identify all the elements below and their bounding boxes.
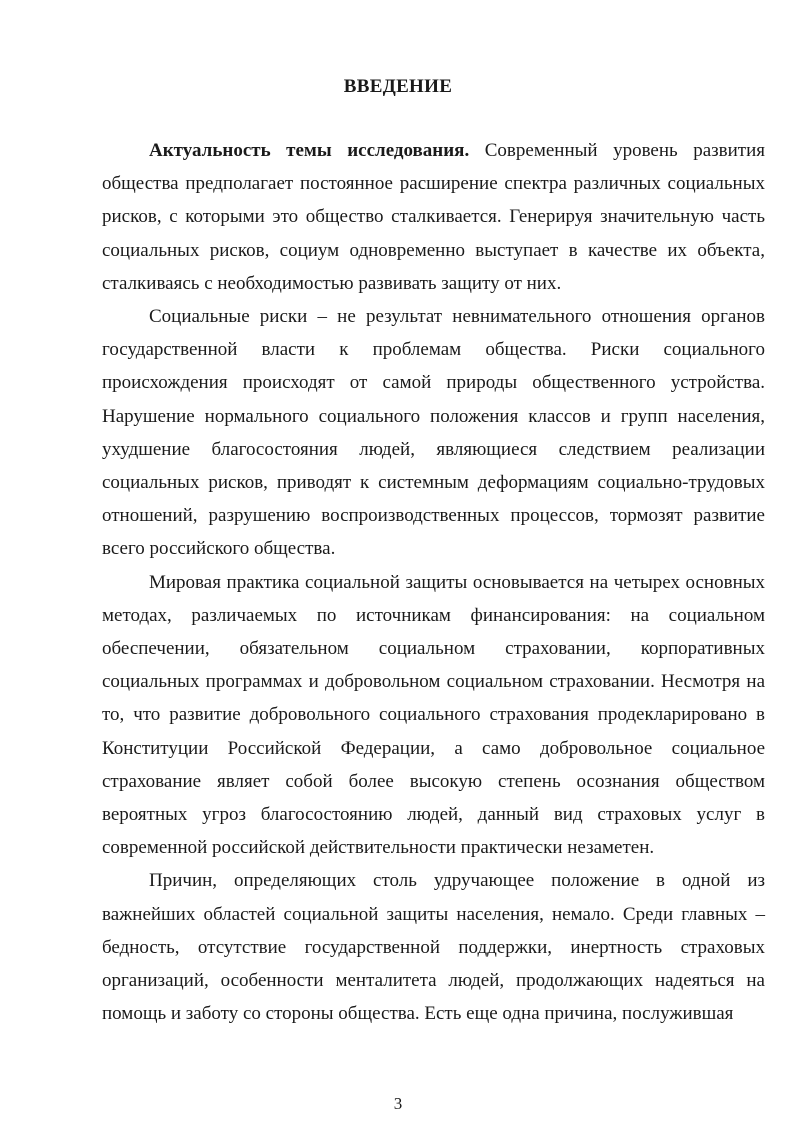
paragraph-world-practice: Мировая практика социальной защиты основывается на четырех основных методах, различаемых по источникам финансирования: на социальном обеспечении, обязательном социальном страховании, корпоративных социальных программах и добровольном социальном страховании. Несмотря на то, что развитие добровольного социального страхования продекларировано в Конституции Российской Федерации, а само добровольное социальное страхование являет собой более высокую степень осознания обществом вероятных угроз благосостоянию людей, данный вид страховых услуг в современной российской действительности практически незаметен. xyxy=(102,571,765,859)
paragraph-relevance xyxy=(102,134,765,300)
page-number: 3 xyxy=(393,1094,403,1113)
body-text xyxy=(102,134,765,1030)
paragraph-social-risks: Социальные риски – не результат невнимательного отношения органов государственной власти к проблемам общества. Риски социального происхождения происходят от самой природы общественного устройства. Нарушение нормального социального положения классов и групп населения, ухудшение благосостояния людей, являющиеся следствием реализации социальных рисков, приводят к системным деформациям социально-трудовых отношений, разрушению воспроизводственных процессов, тормозят развитие всего российского общества. xyxy=(102,306,765,560)
paragraph-lead: Актуальность темы исследования. xyxy=(149,140,470,161)
paragraph-text: Современный уровень развития общества предполагает постоянное расширение спектра различных социальных рисков, с которыми это общество сталкивается. Генерируя значительную часть социальных рисков, социум одновременно выступает в качестве их объекта, сталкиваясь с необходимостью развивать защиту от них. xyxy=(102,140,766,294)
paragraph-reasons: Причин, определяющих столь удручающее положение в одной из важнейших областей социальной защиты населения, немало. Среди главных – бедность, отсутствие государственной поддержки, инертность страховых организаций, особенности менталитета людей, продолжающих надеяться на помощь и заботу со стороны общества. Есть еще одна причина, послужившая xyxy=(102,870,765,1025)
page-title: ВВЕДЕНИЕ xyxy=(343,76,453,97)
